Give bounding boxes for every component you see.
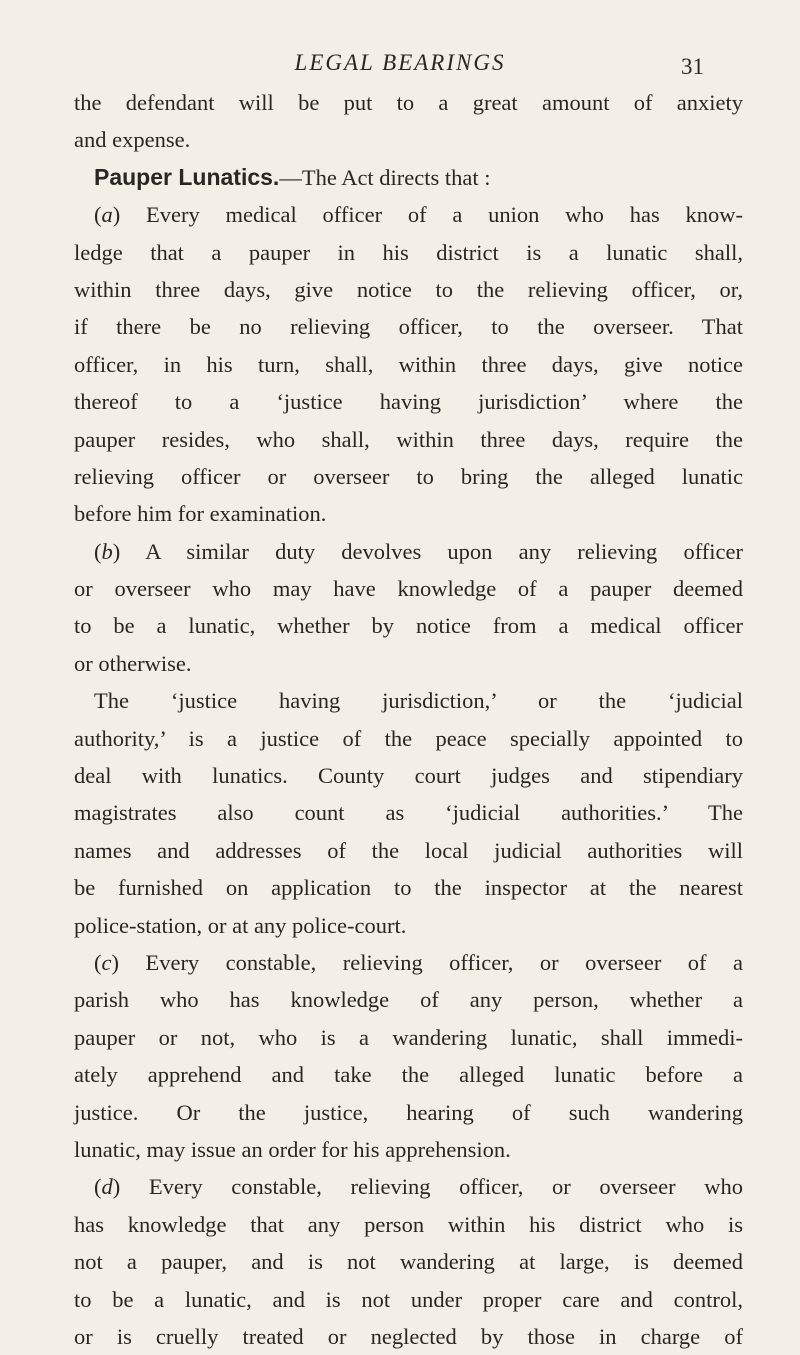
text-line: (d) Every constable, relieving officer, or overseer who bbox=[94, 1174, 743, 1200]
text-line: (b) A similar duty devolves upon any relieving officer bbox=[94, 538, 743, 564]
text-line: police-station, or at any police-court. bbox=[74, 912, 407, 938]
text-line: if there be no relieving officer, to the overseer. That bbox=[74, 314, 743, 340]
text-line: names and addresses of the local judicial authorities will bbox=[74, 837, 743, 863]
text-line: ledge that a pauper in his district is a lunatic shall, bbox=[74, 239, 743, 265]
section-heading-line: Pauper Lunatics.—The Act directs that : bbox=[94, 163, 491, 190]
text-line: before him for examination. bbox=[74, 501, 327, 527]
text-line: magistrates also count as ‘judicial authorities.’ The bbox=[74, 800, 743, 826]
text-line: or otherwise. bbox=[74, 650, 192, 676]
text-line: (c) Every constable, relieving officer, or overseer of a bbox=[94, 949, 743, 975]
text-line: The ‘justice having jurisdiction,’ or the ‘judicial bbox=[94, 688, 743, 714]
text-line: not a pauper, and is not wandering at large, is deemed bbox=[74, 1249, 743, 1275]
text-line: lunatic, may issue an order for his apprehension. bbox=[74, 1136, 511, 1162]
text-line: relieving officer or overseer to bring the alleged lunatic bbox=[74, 463, 743, 489]
text-line: or is cruelly treated or neglected by those in charge of bbox=[74, 1323, 743, 1349]
text-line: the defendant will be put to a great amount of anxiety bbox=[74, 90, 743, 115]
text-line: officer, in his turn, shall, within three days, give notice bbox=[74, 351, 743, 377]
text-line: be furnished on application to the inspector at the nearest bbox=[74, 875, 743, 901]
text-line: and expense. bbox=[74, 127, 191, 153]
body-text bbox=[57, 84, 743, 1355]
text-line: pauper or not, who is a wandering lunatic, shall immedi- bbox=[74, 1024, 743, 1050]
text-line: (a) Every medical officer of a union who has know- bbox=[94, 202, 743, 228]
text-line: justice. Or the justice, hearing of such wandering bbox=[74, 1099, 743, 1125]
page-number: 31 bbox=[681, 54, 704, 79]
text-line: ately apprehend and take the alleged lunatic before a bbox=[74, 1062, 743, 1088]
text-line: within three days, give notice to the relieving officer, or, bbox=[74, 276, 743, 302]
text-line: authority,’ is a justice of the peace specially appointed to bbox=[74, 725, 743, 751]
text-line: parish who has knowledge of any person, whether a bbox=[74, 987, 743, 1013]
text-line: pauper resides, who shall, within three days, require the bbox=[74, 426, 743, 452]
text-line: thereof to a ‘justice having jurisdiction’ where the bbox=[74, 389, 743, 415]
running-head bbox=[0, 46, 800, 80]
text-line: has knowledge that any person within his district who is bbox=[74, 1211, 743, 1237]
running-title: LEGAL BEARINGS bbox=[294, 50, 506, 75]
text-line: to be a lunatic, whether by notice from a medical officer bbox=[74, 613, 743, 639]
text-line: or overseer who may have knowledge of a pauper deemed bbox=[74, 576, 743, 602]
text-line: deal with lunatics. County court judges and stipendiary bbox=[74, 763, 743, 789]
text-line: to be a lunatic, and is not under proper care and control, bbox=[74, 1286, 743, 1312]
